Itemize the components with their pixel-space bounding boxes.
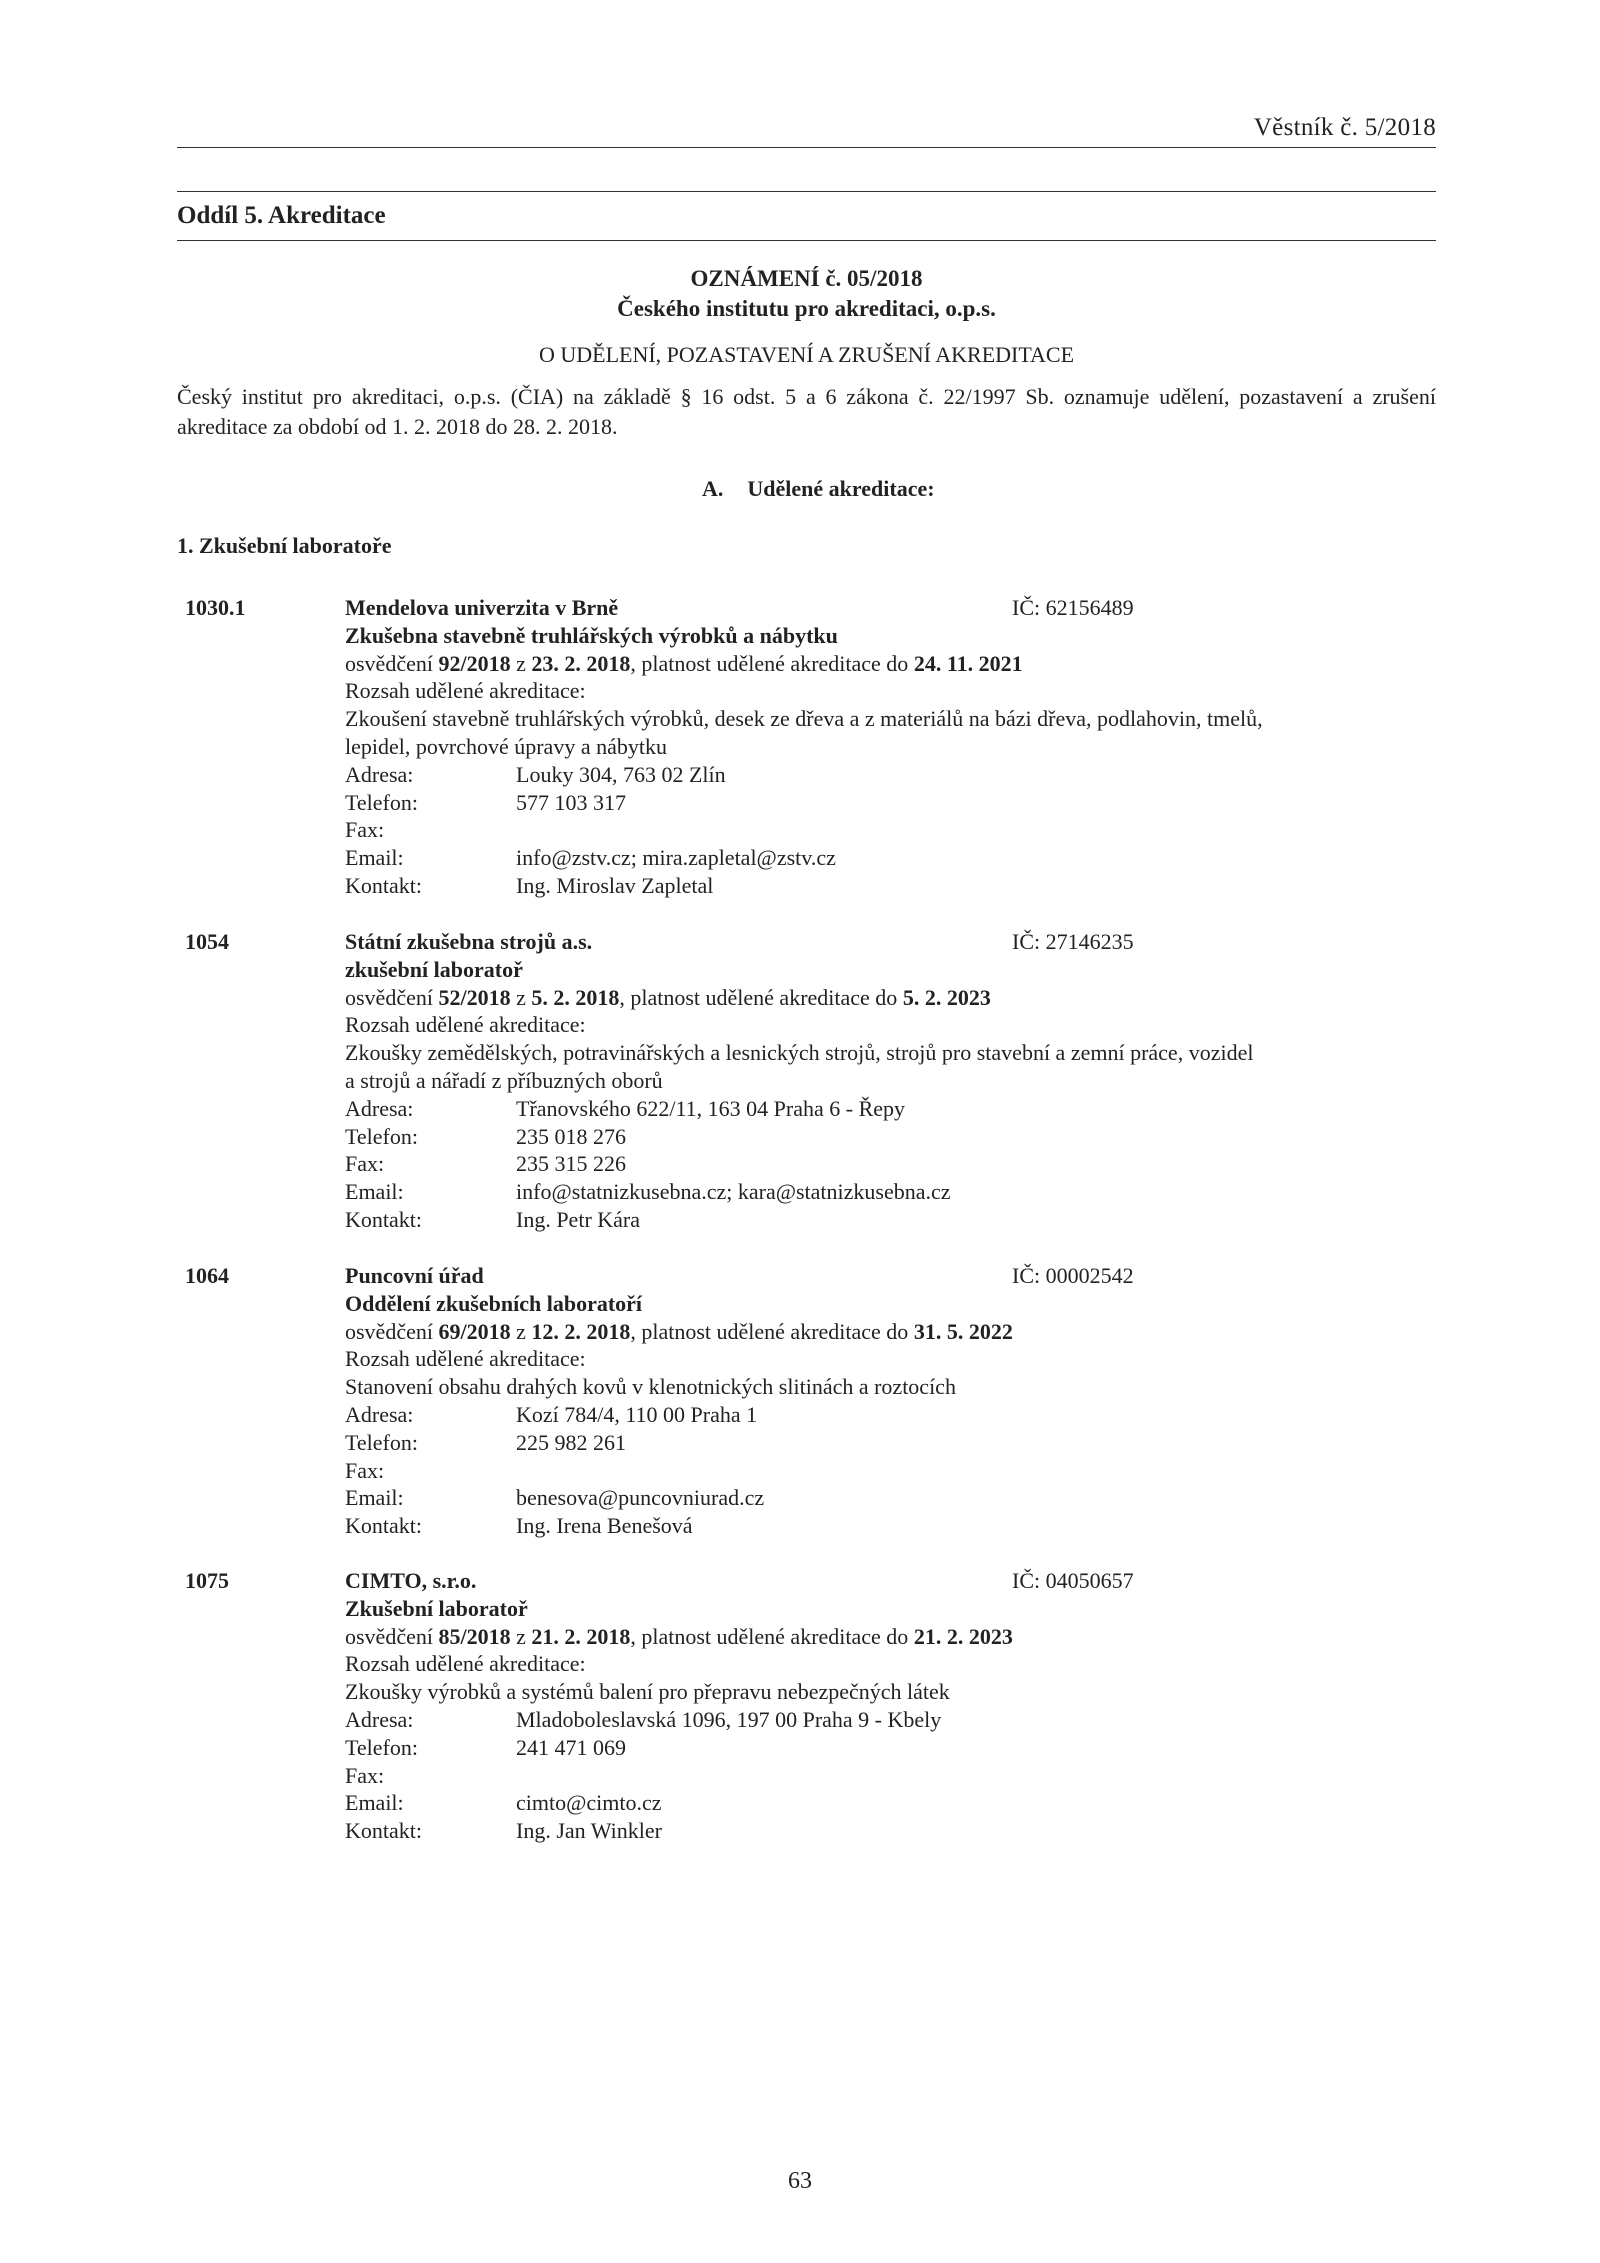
entry-certificate: osvědčení 69/2018 z 12. 2. 2018, platnost udělené akreditace do 31. 5. 2022 xyxy=(345,1318,1013,1344)
notice-intro: Český institut pro akreditaci, o.p.s. (ČIA) na základě § 16 odst. 5 a 6 zákona č. 22/1997 Sb. oznamuje udělení, pozastavení a zrušení akreditace za období od 1. 2. 2018 do 28. 2. 2018. xyxy=(177,384,1436,439)
notice-title-line1: OZNÁMENÍ č. 05/2018 xyxy=(690,266,923,291)
fax-row: Fax: 235 315 226 xyxy=(345,1151,626,1177)
entry-number: 1075 xyxy=(185,1568,229,1593)
entry-ic: IČ: 62156489 xyxy=(1012,595,1134,620)
certificate-date: 21. 2. 2018 xyxy=(531,1623,631,1649)
fax-row: Fax: xyxy=(345,1762,385,1788)
contact-row: Kontakt: Ing. Petr Kára xyxy=(345,1206,641,1232)
accreditation-entry xyxy=(185,1262,1445,1540)
phone-row: Telefon: 241 471 069 xyxy=(345,1734,626,1760)
entry-ic: IČ: 04050657 xyxy=(1012,1568,1134,1593)
certificate-number: 69/2018 xyxy=(438,1318,511,1344)
fax-row: Fax: xyxy=(345,817,385,843)
notice-title xyxy=(177,264,1436,324)
section-a-heading xyxy=(702,476,935,502)
section-rule-bottom xyxy=(177,240,1436,241)
certificate-date: 5. 2. 2018 xyxy=(531,984,620,1010)
email-row: Email: info@zstv.cz; mira.zapletal@zstv.cz xyxy=(345,845,836,871)
entry-ic: IČ: 00002542 xyxy=(1012,1263,1134,1288)
address-row: Adresa: Třanovského 622/11, 163 04 Praha 6 - Řepy xyxy=(345,1095,906,1121)
entry-department: Oddělení zkušebních laboratoří xyxy=(345,1290,643,1316)
scope-label: Rozsah udělené akreditace: xyxy=(345,1651,586,1677)
fax-row: Fax: xyxy=(345,1457,385,1483)
address-row: Adresa: Mladoboleslavská 1096, 197 00 Praha 9 - Kbely xyxy=(345,1706,942,1732)
entry-name: Státní zkušebna strojů a.s. xyxy=(345,929,593,954)
entry-department: Zkušebna stavebně truhlářských výrobků a nábytku xyxy=(345,622,838,648)
certificate-number: 92/2018 xyxy=(438,650,511,676)
page-number: 63 xyxy=(788,2168,812,2194)
entry-ic: IČ: 27146235 xyxy=(1012,929,1134,954)
phone-row: Telefon: 235 018 276 xyxy=(345,1123,626,1149)
scope-text-line1: Zkoušení stavebně truhlářských výrobků, desek ze dřeva a z materiálů na bázi dřeva, podlahovin, tmelů, xyxy=(345,706,1263,732)
accreditation-entry xyxy=(185,594,1445,900)
entry-number: 1054 xyxy=(185,929,229,954)
section-a-title: Udělené akreditace: xyxy=(747,476,935,501)
entry-name: CIMTO, s.r.o. xyxy=(345,1568,477,1593)
contact-row: Kontakt: Ing. Irena Benešová xyxy=(345,1513,693,1539)
certificate-number: 85/2018 xyxy=(438,1623,511,1649)
valid-until: 31. 5. 2022 xyxy=(913,1318,1013,1344)
section-rule-top xyxy=(177,191,1436,192)
entry-department: Zkušební laboratoř xyxy=(345,1595,528,1621)
entry-number: 1064 xyxy=(185,1263,229,1288)
entry-certificate: osvědčení 85/2018 z 21. 2. 2018, platnost udělené akreditace do 21. 2. 2023 xyxy=(345,1623,1013,1649)
entry-certificate: osvědčení 92/2018 z 23. 2. 2018, platnost udělené akreditace do 24. 11. 2021 xyxy=(345,650,1023,676)
scope-text-line1: Zkoušky výrobků a systémů balení pro přepravu nebezpečných látek xyxy=(345,1679,950,1705)
section-a-letter: A. xyxy=(702,476,724,501)
scope-text-line2: a strojů a nářadí z příbuzných oborů xyxy=(345,1067,663,1093)
valid-until: 21. 2. 2023 xyxy=(913,1623,1013,1649)
phone-row: Telefon: 577 103 317 xyxy=(345,789,626,815)
contact-row: Kontakt: Ing. Miroslav Zapletal xyxy=(345,872,714,898)
address-row: Adresa: Louky 304, 763 02 Zlín xyxy=(345,761,726,787)
valid-until: 5. 2. 2023 xyxy=(902,984,991,1010)
scope-label: Rozsah udělené akreditace: xyxy=(345,1012,586,1038)
email-row: Email: info@statnizkusebna.cz; kara@statnizkusebna.cz xyxy=(345,1179,951,1205)
scope-label: Rozsah udělené akreditace: xyxy=(345,1346,586,1372)
scope-label: Rozsah udělené akreditace: xyxy=(345,678,586,704)
contact-row: Kontakt: Ing. Jan Winkler xyxy=(345,1818,662,1844)
valid-until: 24. 11. 2021 xyxy=(913,650,1023,676)
subsection-title: 1. Zkušební laboratoře xyxy=(177,533,392,558)
section-title: Oddíl 5. Akreditace xyxy=(177,202,386,229)
email-row: Email: benesova@puncovniurad.cz xyxy=(345,1485,765,1511)
email-row: Email: cimto@cimto.cz xyxy=(345,1790,662,1816)
entry-number: 1030.1 xyxy=(185,595,246,620)
entry-name: Puncovní úřad xyxy=(345,1263,484,1288)
scope-text-line2: lepidel, povrchové úpravy a nábytku xyxy=(345,733,667,759)
entry-certificate: osvědčení 52/2018 z 5. 2. 2018, platnost udělené akreditace do 5. 2. 2023 xyxy=(345,984,991,1010)
certificate-date: 23. 2. 2018 xyxy=(531,650,631,676)
entry-name: Mendelova univerzita v Brně xyxy=(345,595,619,620)
accreditation-entry xyxy=(185,1567,1445,1845)
accreditation-entry xyxy=(185,928,1445,1234)
notice-subtitle: O UDĚLENÍ, POZASTAVENÍ A ZRUŠENÍ AKREDITACE xyxy=(538,342,1075,367)
phone-row: Telefon: 225 982 261 xyxy=(345,1429,626,1455)
scope-text-line1: Stanovení obsahu drahých kovů v klenotnických slitinách a roztocích xyxy=(345,1374,956,1400)
notice-title-line2: Českého institutu pro akreditaci, o.p.s. xyxy=(617,296,996,321)
address-row: Adresa: Kozí 784/4, 110 00 Praha 1 xyxy=(345,1401,758,1427)
journal-header: Věstník č. 5/2018 xyxy=(1253,114,1436,141)
certificate-number: 52/2018 xyxy=(438,984,511,1010)
scope-text-line1: Zkoušky zemědělských, potravinářských a lesnických strojů, strojů pro stavební a zemní práce, vozidel xyxy=(345,1040,1254,1066)
header-rule xyxy=(177,147,1436,148)
entry-department: zkušební laboratoř xyxy=(345,956,523,982)
certificate-date: 12. 2. 2018 xyxy=(531,1318,631,1344)
